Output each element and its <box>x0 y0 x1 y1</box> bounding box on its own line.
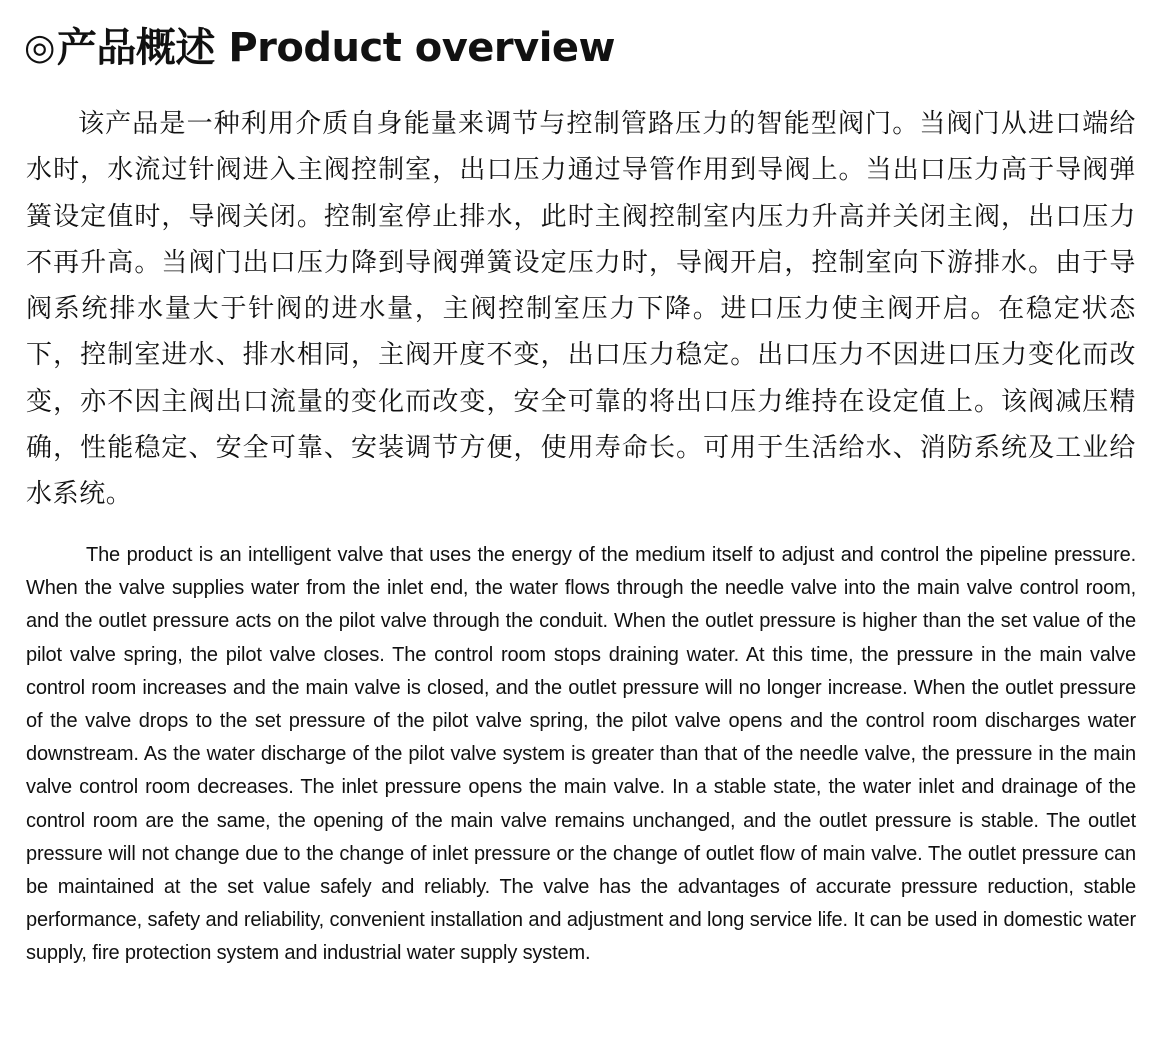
overview-paragraph-chinese: 该产品是一种利用介质自身能量来调节与控制管路压力的智能型阀门。当阀门从进口端给水时，水流过针阀进入主阀控制室，出口压力通过导管作用到导阀上。当出口压力高于导阀弹簧设定值时，导阀关闭。控制室停止排水，此时主阀控制室内压力升高并关闭主阀，出口压力不再升高。当阀门出口压力降到导阀弹簧设定压力时，导阀开启，控制室向下游排水。由于导阀系统排水量大于针阀的进水量，主阀控制室压力下降。进口压力使主阀开启。在稳定状态下，控制室进水、排水相同，主阀开度不变，出口压力稳定。出口压力不因进口压力变化而改变，亦不因主阀出口流量的变化而改变，安全可靠的将出口压力维持在设定值上。该阀减压精确，性能稳定、安全可靠、安装调节方便，使用寿命长。可用于生活给水、消防系统及工业给水系统。 <box>26 109 1136 510</box>
section-heading <box>24 22 615 74</box>
overview-paragraph-english: The product is an intelligent valve that uses the energy of the medium itself to adjust and control the pipeline pressure. When the valve supplies water from the inlet end, the water flows through the needle valve into the main valve control room, and the outlet pressure acts on the pilot valve through the conduit. When the outlet pressure is higher than the set value of the pilot valve spring, the pilot valve closes. The control room stops draining water. At this time, the pressure in the main valve control room increases and the main valve is closed, and the outlet pressure will no longer increase. When the outlet pressure of the valve drops to the set pressure of the pilot valve spring, the pilot valve opens and the control room discharges water downstream. As the water discharge of the pilot valve system is greater than that of the needle valve, the pressure in the main valve control room decreases. The inlet pressure opens the main valve. In a stable state, the water inlet and drainage of the control room are the same, the opening of the main valve remains unchanged, and the outlet pressure is stable. The outlet pressure will not change due to the change of inlet pressure or the change of outlet flow of main valve. The outlet pressure can be maintained at the set value safely and reliably. The valve has the advantages of accurate pressure reduction, stable performance, safety and reliability, convenient installation and adjustment and long service life. It can be used in domestic water supply, fire protection system and industrial water supply system. <box>26 544 1136 965</box>
bullseye-icon: ◎ <box>24 27 55 68</box>
section-title: 产品概述 Product overview <box>56 25 616 71</box>
